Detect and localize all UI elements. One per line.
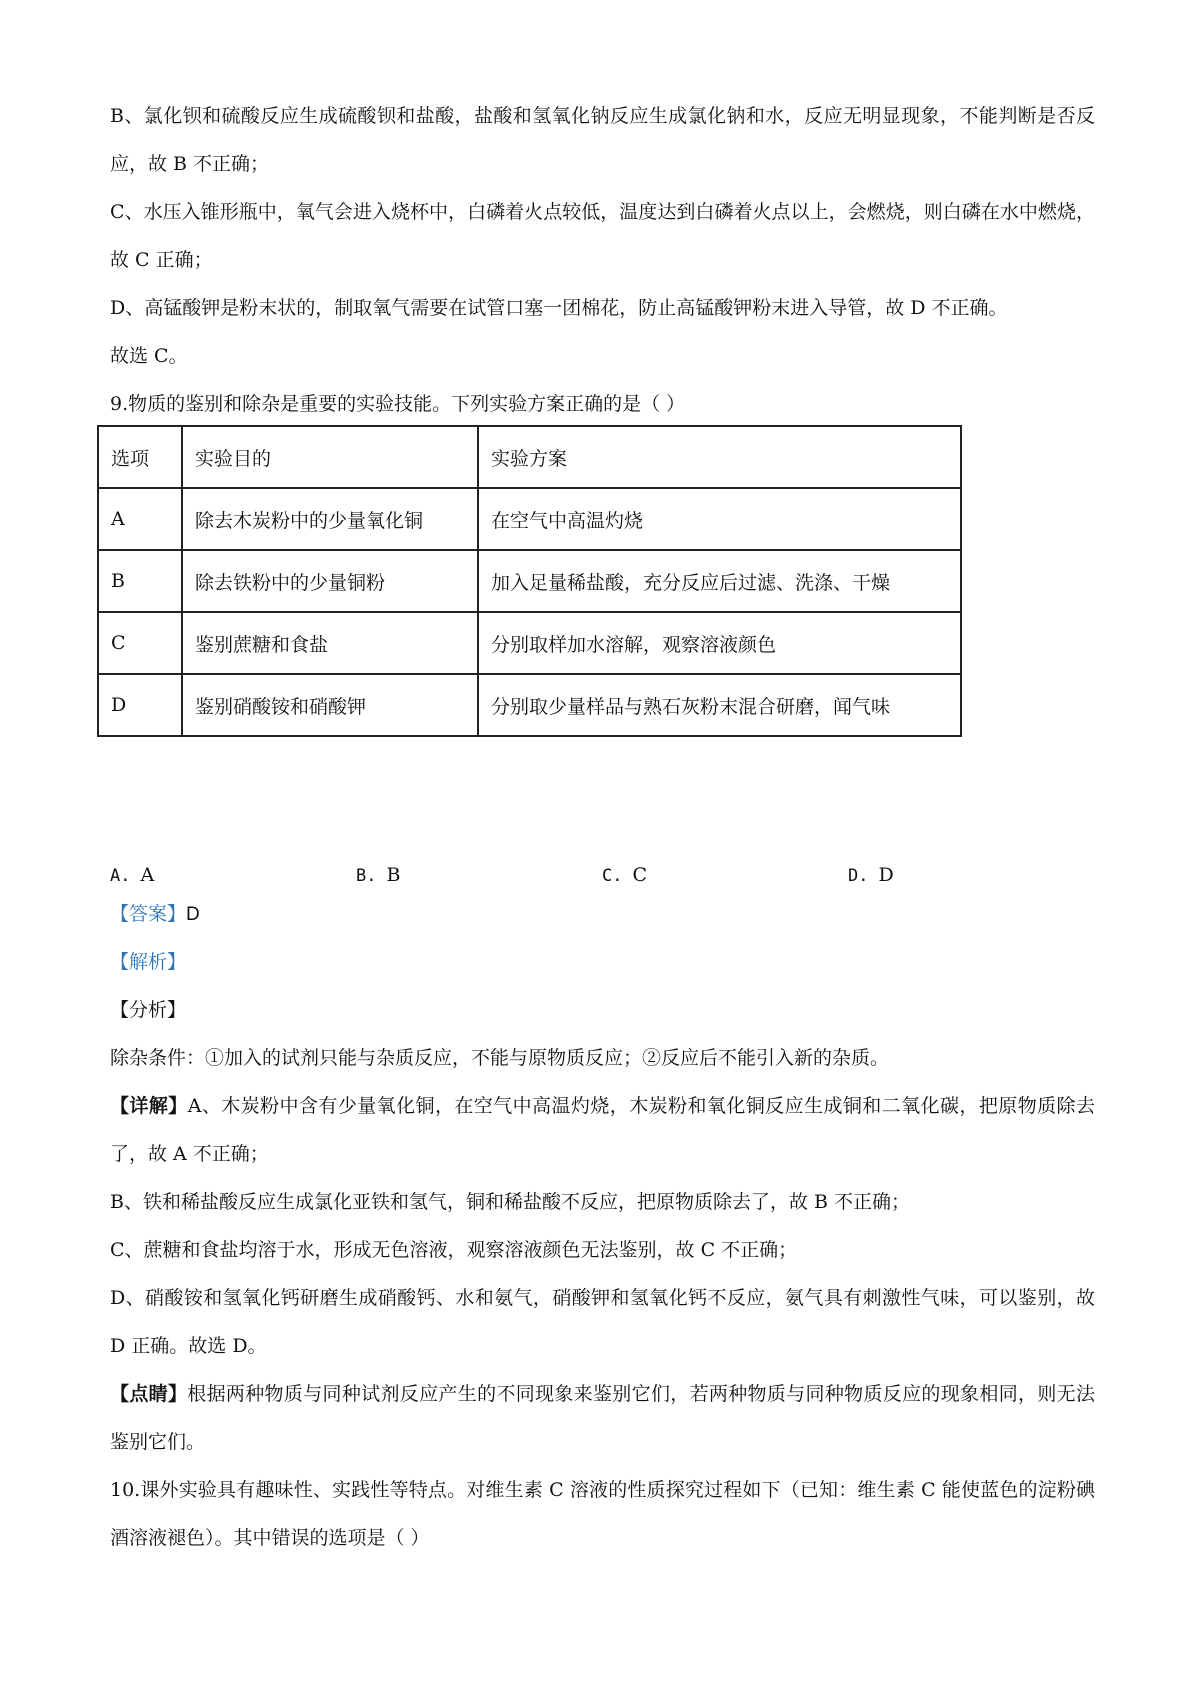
question9-choices <box>110 855 1095 895</box>
table-header-cell: 实验方案 <box>478 426 961 488</box>
table-cell: 在空气中高温灼烧 <box>478 488 961 550</box>
detail-label: 【详解】 <box>110 1095 188 1117</box>
prev-conclusion: 故选 C。 <box>110 345 188 367</box>
table-header-cell: 实验目的 <box>182 426 478 488</box>
table-row <box>98 612 961 674</box>
analysis-line <box>110 938 1095 986</box>
detail-d-line: D、硝酸铵和氢氧化钙研磨生成硝酸钙、水和氨气，硝酸钾和氢氧化钙不反应，氨气具有刺激性气味，可以鉴别，故 D 正确。故选 D。 <box>110 1287 1095 1357</box>
table-cell: 鉴别蔗糖和食盐 <box>182 612 478 674</box>
choice-value: D <box>878 864 894 886</box>
choice-letter: B. <box>356 866 377 886</box>
analysis-label: 【解析】 <box>110 951 187 973</box>
dianjing-line <box>110 1370 1095 1466</box>
choice-value: A <box>140 864 155 886</box>
detail-c-line: C、蔗糖和食盐均溶于水，形成无色溶液，观察溶液颜色无法鉴别，故 C 不正确； <box>110 1239 798 1261</box>
answer-label: 【答案】 <box>110 903 187 925</box>
choice-letter: A. <box>110 866 131 886</box>
table-cell: D <box>98 674 182 736</box>
answer-value: D <box>186 904 200 925</box>
table-cell: C <box>98 612 182 674</box>
table-cell: 加入足量稀盐酸，充分反应后过滤、洗涤、干燥 <box>478 550 961 612</box>
question9-stem: 9.物质的鉴别和除杂是重要的实验技能。下列实验方案正确的是（ ） <box>110 393 686 415</box>
question10-stem: 10.课外实验具有趣味性、实践性等特点。对维生素 C 溶液的性质探究过程如下（已知：维生素 C 能使蓝色的淀粉碘酒溶液褪色）。其中错误的选项是（ ） <box>110 1479 1095 1549</box>
fenxi-label: 【分析】 <box>110 999 187 1021</box>
choice-value: B <box>386 864 401 886</box>
dianjing-text: 根据两种物质与同种试剂反应产生的不同现象来鉴别它们，若两种物质与同种物质反应的现象相同，则无法鉴别它们。 <box>110 1383 1095 1453</box>
dianjing-label: 【点睛】 <box>110 1383 188 1405</box>
table-cell: 分别取少量样品与熟石灰粉末混合研磨，闻气味 <box>478 674 961 736</box>
table-row <box>98 488 961 550</box>
answer-line <box>110 890 1095 939</box>
table-row <box>98 550 961 612</box>
prev-explanation-d: D、高锰酸钾是粉末状的，制取氧气需要在试管口塞一团棉花，防止高锰酸钾粉末进入导管，故 D 不正确。 <box>110 297 1008 319</box>
table-cell: 鉴别硝酸铵和硝酸钾 <box>182 674 478 736</box>
detail-b-line: B、铁和稀盐酸反应生成氯化亚铁和氢气，铜和稀盐酸不反应，把原物质除去了，故 B 不正确； <box>110 1191 911 1213</box>
table-header-cell: 选项 <box>98 426 182 488</box>
table-cell: 分别取样加水溶解，观察溶液颜色 <box>478 612 961 674</box>
question9-table <box>97 425 962 737</box>
table-cell: 除去铁粉中的少量铜粉 <box>182 550 478 612</box>
table-cell: B <box>98 550 182 612</box>
prev-explanation-b: B、氯化钡和硫酸反应生成硫酸钡和盐酸，盐酸和氢氧化钠反应生成氯化钠和水，反应无明显现象，不能判断是否反应，故 B 不正确； <box>110 105 1095 175</box>
table-header-row <box>98 426 961 488</box>
choice-letter: C. <box>602 866 623 886</box>
detail-a-text: A、木炭粉中含有少量氧化铜，在空气中高温灼烧，木炭粉和氧化铜反应生成铜和二氧化碳，把原物质除去了，故 A 不正确； <box>110 1095 1095 1165</box>
table-cell: A <box>98 488 182 550</box>
table-row <box>98 674 961 736</box>
choice-value: C <box>632 864 648 886</box>
table-cell: 除去木炭粉中的少量氧化铜 <box>182 488 478 550</box>
prev-explanation-c: C、水压入锥形瓶中，氧气会进入烧杯中，白磷着火点较低，温度达到白磷着火点以上，会燃烧，则白磷在水中燃烧，故 C 正确； <box>110 201 1095 271</box>
choice-letter: D. <box>848 866 869 886</box>
detail-a-line <box>110 1082 1095 1178</box>
fenxi-text: 除杂条件：①加入的试剂只能与杂质反应，不能与原物质反应；②反应后不能引入新的杂质。 <box>110 1047 890 1069</box>
